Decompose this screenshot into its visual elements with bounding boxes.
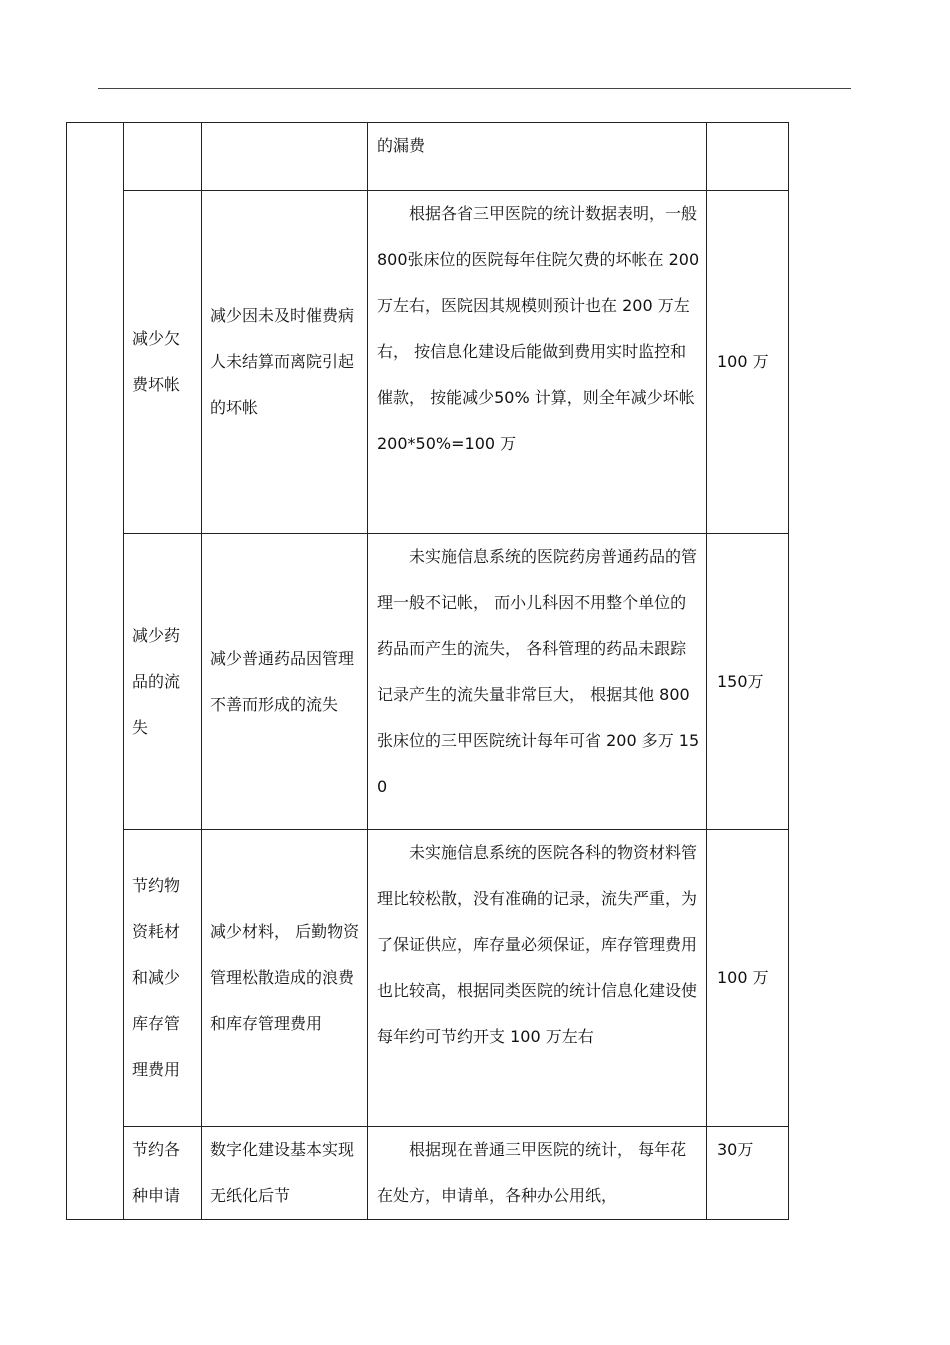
header-rule bbox=[98, 88, 851, 89]
description-cell: 的漏费 bbox=[368, 123, 707, 191]
table-row bbox=[67, 830, 789, 1127]
merged-left-cell bbox=[67, 123, 124, 1220]
table-row bbox=[67, 123, 789, 191]
value-cell: 100 万 bbox=[707, 830, 789, 1127]
category-cell: 节约各种申请 bbox=[124, 1127, 202, 1220]
effect-cell bbox=[202, 123, 368, 191]
description-cell: 未实施信息系统的医院各科的物资材料管理比较松散，没有准确的记录，流失严重，为了保证供应，库存量必须保证，库存管理费用也比较高，根据同类医院的统计信息化建设使每年约可节约开支 100 万左右 bbox=[368, 830, 707, 1127]
category-cell: 减少欠费坏帐 bbox=[124, 191, 202, 534]
effect-cell: 减少因未及时催费病人未结算而离院引起的坏帐 bbox=[202, 191, 368, 534]
value-cell bbox=[707, 123, 789, 191]
table-row bbox=[67, 1127, 789, 1220]
category-cell: 节约物资耗材和减少库存管理费用 bbox=[124, 830, 202, 1127]
benefit-table bbox=[66, 122, 789, 1220]
category-cell bbox=[124, 123, 202, 191]
effect-cell: 数字化建设基本实现无纸化后节 bbox=[202, 1127, 368, 1220]
value-cell: 30万 bbox=[707, 1127, 789, 1220]
table-row bbox=[67, 534, 789, 830]
effect-cell: 减少材料， 后勤物资管理松散造成的浪费和库存管理费用 bbox=[202, 830, 368, 1127]
description-cell: 未实施信息系统的医院药房普通药品的管理一般不记帐， 而小儿科因不用整个单位的药品而产生的流失， 各科管理的药品未跟踪记录产生的流失量非常巨大， 根据其他 800 张床位的三甲医院统计每年可省 200 多万 150 bbox=[368, 534, 707, 830]
effect-cell: 减少普通药品因管理不善而形成的流失 bbox=[202, 534, 368, 830]
category-cell: 减少药品的流失 bbox=[124, 534, 202, 830]
description-cell: 根据各省三甲医院的统计数据表明，一般 800张床位的医院每年住院欠费的坏帐在 200 万左右，医院因其规模则预计也在 200 万左右， 按信息化建设后能做到费用实时监控和催款， 按能减少50% 计算，则全年减少坏帐 200*50%=100 万 bbox=[368, 191, 707, 534]
table-row bbox=[67, 191, 789, 534]
value-cell: 150万 bbox=[707, 534, 789, 830]
description-cell: 根据现在普通三甲医院的统计， 每年花在处方，申请单，各种办公用纸， bbox=[368, 1127, 707, 1220]
value-cell: 100 万 bbox=[707, 191, 789, 534]
